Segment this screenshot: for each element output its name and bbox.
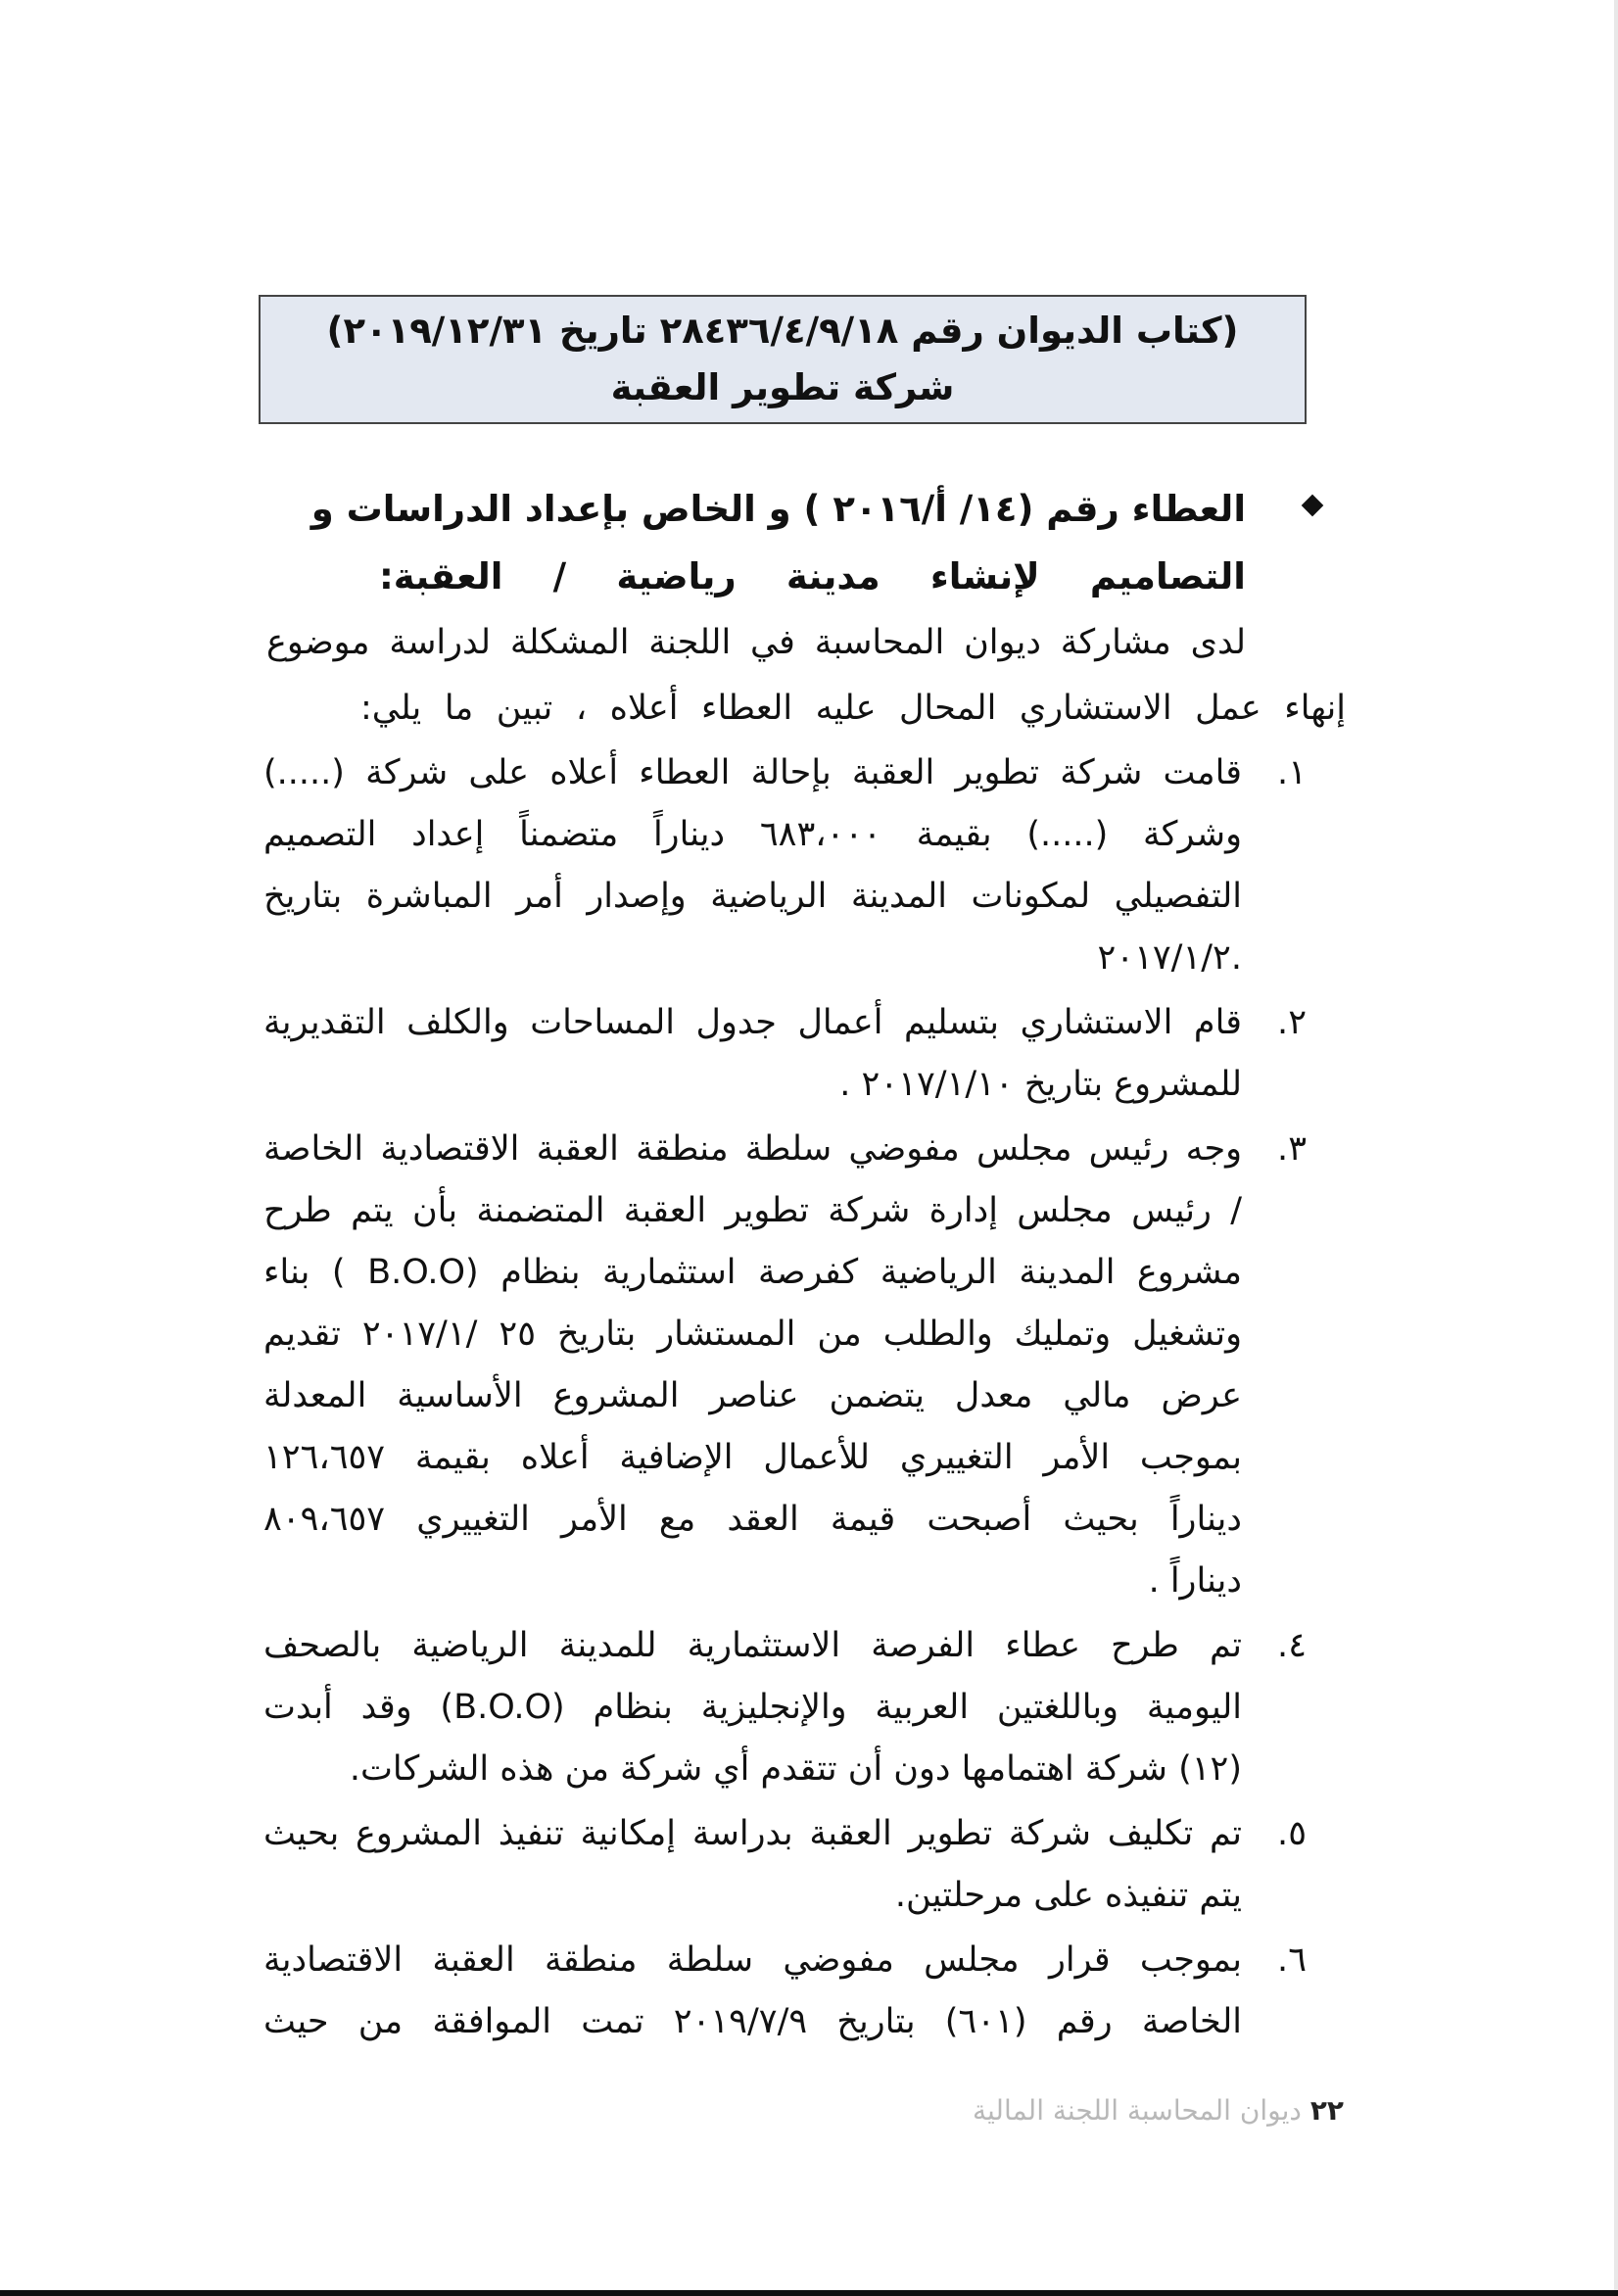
footer-text: ديوان المحاسبة اللجنة المالية xyxy=(972,2094,1302,2127)
item-number: ٣. xyxy=(1277,1129,1307,1169)
item-line: بموجب الأمر التغييري للأعمال الإضافية أعلاه بقيمة ١٢٦،٦٥٧ xyxy=(263,1438,1242,1477)
letter-reference: (كتاب الديوان رقم ٢٨٤٣٦/٤/٩/١٨ تاريخ ٢٠١٩/١٢/٣١) xyxy=(326,310,1239,352)
item-line: وشركة (.....) بقيمة ٦٨٣،٠٠٠ ديناراً متضمناً إعداد التصميم xyxy=(263,815,1242,854)
item-line: مشروع المدينة الرياضية كفرصة استثمارية بنظام (B.O.O ) بناء xyxy=(263,1253,1242,1292)
item-line: يتم تنفيذه على مرحلتين. xyxy=(894,1876,1242,1915)
item-line: تم تكليف شركة تطوير العقبة بدراسة إمكانية تنفيذ المشروع بحيث xyxy=(263,1814,1242,1853)
item-line: ديناراً بحيث أصبحت قيمة العقد مع الأمر التغييري ٨٠٩،٦٥٧ xyxy=(263,1500,1242,1539)
item-line: .٢٠١٧/١/٢ xyxy=(1097,938,1242,978)
item-line: بموجب قرار مجلس مفوضي سلطة منطقة العقبة الاقتصادية xyxy=(263,1940,1242,1980)
item-line: وتشغيل وتمليك والطلب من المستشار بتاريخ ٢٥ /٢٠١٧/١ تقديم xyxy=(263,1315,1243,1354)
item-number: ٤. xyxy=(1277,1626,1307,1665)
section-title-line-1: العطاء رقم (١٤/ أ/٢٠١٦ ) و الخاص بإعداد الدراسات و xyxy=(310,488,1246,530)
page-number: ٢٢ xyxy=(1309,2094,1344,2127)
intro-line-2: إنهاء عمل الاستشاري المحال عليه العطاء أعلاه ، تبين ما يلي: xyxy=(360,689,1346,728)
section-title-line-2: التصاميم لإنشاء مدينة رياضية / العقبة: xyxy=(379,555,1246,598)
item-number: ٦. xyxy=(1277,1940,1307,1980)
item-line: / رئيس مجلس إدارة شركة تطوير العقبة المتضمنة بأن يتم طرح xyxy=(263,1191,1242,1230)
item-line: عرض مالي معدل يتضمن عناصر المشروع الأساسية المعدلة xyxy=(263,1376,1242,1415)
item-line: للمشروع بتاريخ ٢٠١٧/١/١٠ . xyxy=(839,1065,1242,1104)
intro-line-1: لدى مشاركة ديوان المحاسبة في اللجنة المشكلة لدراسة موضوع xyxy=(266,623,1246,662)
company-name: شركة تطوير العقبة xyxy=(610,366,955,408)
page-footer xyxy=(823,2094,1344,2127)
item-line: الخاصة رقم (٦٠١) بتاريخ ٢٠١٩/٧/٩ تمت الموافقة من حيث xyxy=(263,2002,1242,2041)
item-number: ٢. xyxy=(1277,1003,1307,1042)
letter-header-box xyxy=(259,295,1307,424)
item-number: ١. xyxy=(1277,753,1307,792)
item-line: اليومية وباللغتين العربية والإنجليزية بنظام (B.O.O) وقد أبدت xyxy=(263,1688,1242,1727)
scan-edge xyxy=(1614,0,1618,2296)
diamond-bullet-icon xyxy=(1302,495,1324,517)
scan-edge xyxy=(0,2290,1618,2296)
item-line: التفصيلي لمكونات المدينة الرياضية وإصدار أمر المباشرة بتاريخ xyxy=(263,877,1242,916)
item-number: ٥. xyxy=(1277,1814,1307,1853)
item-line: ديناراً . xyxy=(1148,1561,1242,1601)
item-line: قامت شركة تطوير العقبة بإحالة العطاء أعلاه على شركة (.....) xyxy=(263,753,1242,792)
item-line: قام الاستشاري بتسليم أعمال جدول المساحات والكلف التقديرية xyxy=(263,1003,1242,1042)
item-line: تم طرح عطاء الفرصة الاستثمارية للمدينة الرياضية بالصحف xyxy=(263,1626,1242,1665)
item-line: وجه رئيس مجلس مفوضي سلطة منطقة العقبة الاقتصادية الخاصة xyxy=(263,1129,1242,1169)
item-line: (١٢) شركة اهتمامها دون أن تتقدم أي شركة من هذه الشركات. xyxy=(349,1749,1242,1789)
